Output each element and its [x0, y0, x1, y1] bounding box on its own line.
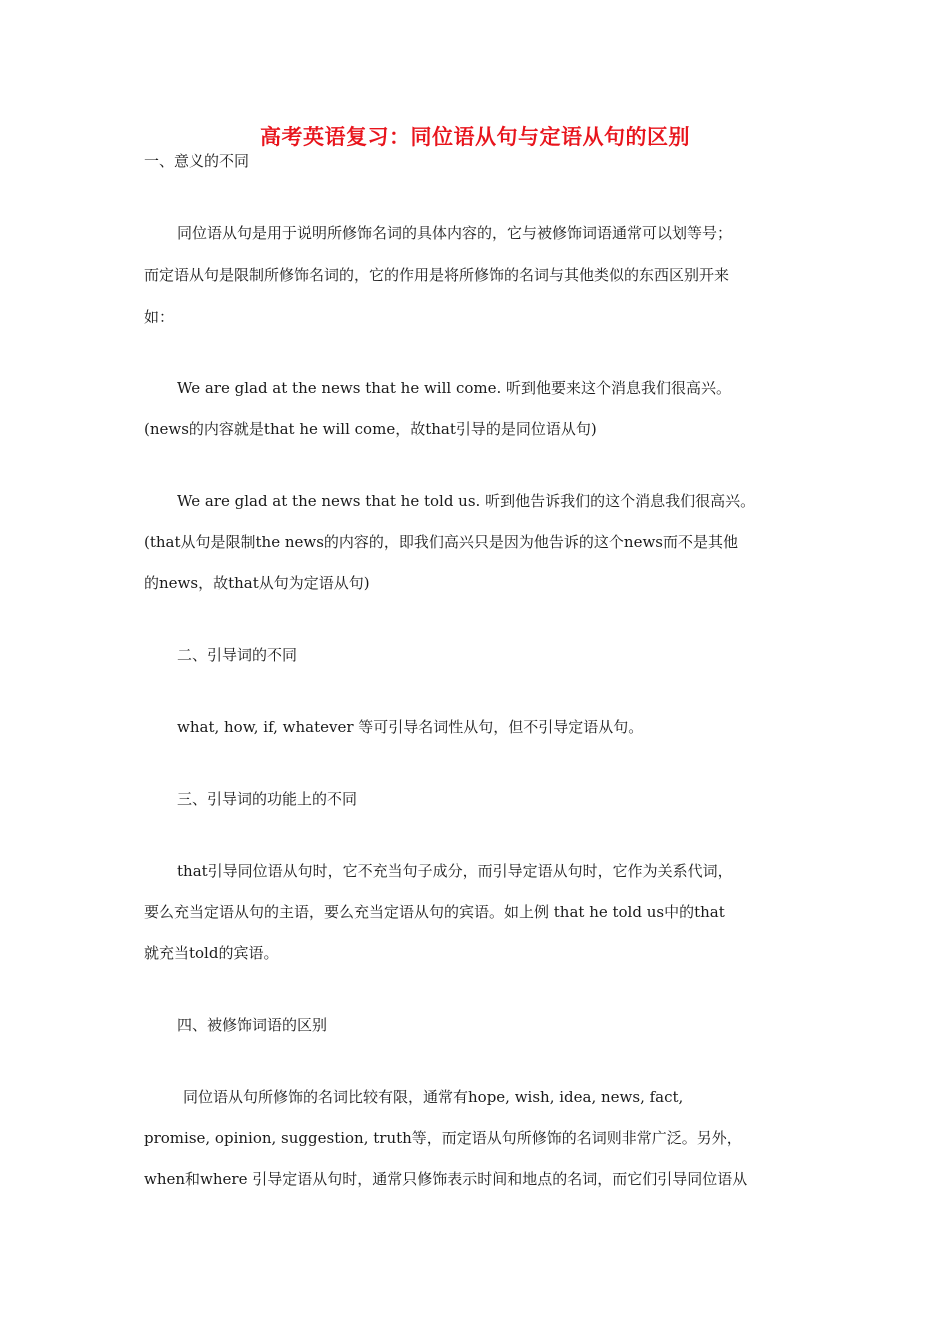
paragraph-line: that引导同位语从句时，它不充当句子成分，而引导定语从句时，它作为关系代词， — [177, 862, 733, 880]
section-heading-1: 一、意义的不同 — [144, 152, 250, 170]
example-note-2-cont: 的news，故that从句为定语从句) — [144, 574, 370, 592]
paragraph-line: what, how, if, whatever 等可引导名词性从句，但不引导定语从句。 — [177, 718, 644, 736]
example-note-1: (news的内容就是that he will come，故that引导的是同位语从句) — [144, 420, 597, 438]
section-heading-3: 三、引导词的功能上的不同 — [177, 790, 358, 808]
paragraph-line: 同位语从句所修饰的名词比较有限，通常有hope, wish, idea, news, fact, — [183, 1088, 684, 1106]
paragraph-line: 而定语从句是限制所修饰名词的，它的作用是将所修饰的名词与其他类似的东西区别开来 — [144, 266, 730, 284]
paragraph-line: promise, opinion, suggestion, truth等，而定语从句所修饰的名词则非常广泛。另外， — [144, 1129, 742, 1147]
document-title: 高考英语复习：同位语从句与定语从句的区别 — [260, 125, 690, 149]
paragraph-line: when和where 引导定语从句时，通常只修饰表示时间和地点的名词，而它们引导同位语从 — [144, 1170, 748, 1188]
example-sentence-2: We are glad at the news that he told us. 听到他告诉我们的这个消息我们很高兴。 — [177, 492, 756, 510]
paragraph-line: 要么充当定语从句的主语，要么充当定语从句的宾语。如上例 that he told us中的that — [144, 903, 725, 921]
paragraph-line: 就充当told的宾语。 — [144, 944, 279, 962]
example-note-2: (that从句是限制the news的内容的，即我们高兴只是因为他告诉的这个news而不是其他 — [144, 533, 738, 551]
example-sentence-1: We are glad at the news that he will come. 听到他要来这个消息我们很高兴。 — [177, 379, 732, 397]
paragraph-line: 如： — [144, 308, 175, 326]
section-heading-2: 二、引导词的不同 — [177, 646, 298, 664]
paragraph-line: 同位语从句是用于说明所修饰名词的具体内容的，它与被修饰词语通常可以划等号； — [177, 224, 733, 242]
section-heading-4: 四、被修饰词语的区别 — [177, 1016, 328, 1034]
